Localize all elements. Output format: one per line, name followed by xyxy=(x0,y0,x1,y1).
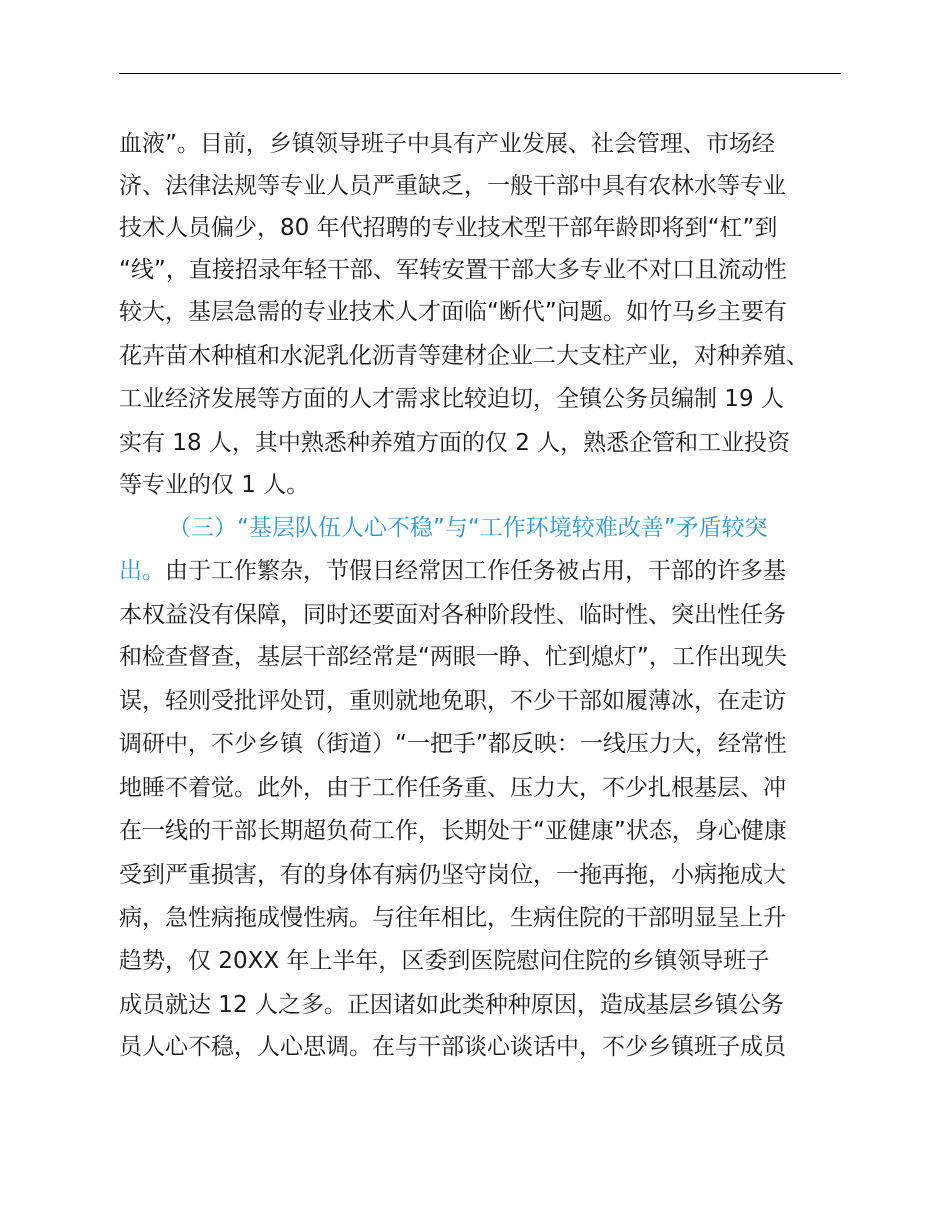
paragraph-line: 等专业的仅 1 人。 xyxy=(119,472,310,498)
section-heading: （三）“基层队伍人心不稳”与“工作环境较难改善”矛盾较突 xyxy=(168,515,768,541)
paragraph-line: 济、法律法规等专业人员严重缺乏，一般干部中具有农林水等专业 xyxy=(119,173,786,199)
paragraph-line: 实有 18 人，其中熟悉种养殖方面的仅 2 人，熟悉企管和工业投资 xyxy=(119,430,791,456)
paragraph-line: 调研中，不少乡镇（街道）“一把手”都反映：一线压力大，经常性 xyxy=(119,731,787,757)
paragraph-line: 花卉苗木种植和水泥乳化沥青等建材企业二大支柱产业，对种养殖、 xyxy=(119,343,809,369)
paragraph-line: 趋势，仅 20XX 年上半年，区委到医院慰问住院的乡镇领导班子 xyxy=(119,948,770,974)
paragraph-line: 员人心不稳，人心思调。在与干部谈心谈话中，不少乡镇班子成员 xyxy=(119,1034,786,1060)
paragraph-line: 血液”。目前，乡镇领导班子中具有产业发展、社会管理、市场经 xyxy=(119,131,775,157)
paragraph-line: 误，轻则受批评处罚，重则就地免职，不少干部如履薄冰，在走访 xyxy=(119,688,786,714)
section-heading-continued xyxy=(119,556,841,586)
paragraph-line: 技术人员偏少，80 年代招聘的专业技术型干部年龄即将到“杠”到 xyxy=(119,215,778,241)
header-rule xyxy=(119,73,841,74)
paragraph-line: “线”，直接招录年轻干部、军转安置干部大多专业不对口且流动性 xyxy=(119,257,787,283)
paragraph-text: 由于工作繁杂，节假日经常因工作任务被占用，干部的许多基 xyxy=(165,558,786,584)
paragraph-line: 病，急性病拖成慢性病。与往年相比，生病住院的干部明显呈上升 xyxy=(119,905,786,931)
paragraph-line: 受到严重损害，有的身体有病仍坚守岗位，一拖再拖，小病拖成大 xyxy=(119,862,786,888)
paragraph-line: 地睡不着觉。此外，由于工作任务重、压力大，不少扎根基层、冲 xyxy=(119,775,786,801)
paragraph-line: 本权益没有保障，同时还要面对各种阶段性、临时性、突出性任务 xyxy=(119,602,786,628)
paragraph-line: 和检查督查，基层干部经常是“两眼一睁、忙到熄灯”，工作出现失 xyxy=(119,644,787,670)
paragraph-line: 工业经济发展等方面的人才需求比较迫切，全镇公务员编制 19 人 xyxy=(119,386,784,412)
paragraph-line: 在一线的干部长期超负荷工作，长期处于“亚健康”状态，身心健康 xyxy=(119,818,787,844)
section-heading-end: 出。 xyxy=(119,558,165,584)
paragraph-line: 较大，基层急需的专业技术人才面临“断代”问题。如竹马乡主要有 xyxy=(119,299,787,325)
paragraph-line: 成员就达 12 人之多。正因诸如此类种种原因，造成基层乡镇公务 xyxy=(119,992,784,1018)
